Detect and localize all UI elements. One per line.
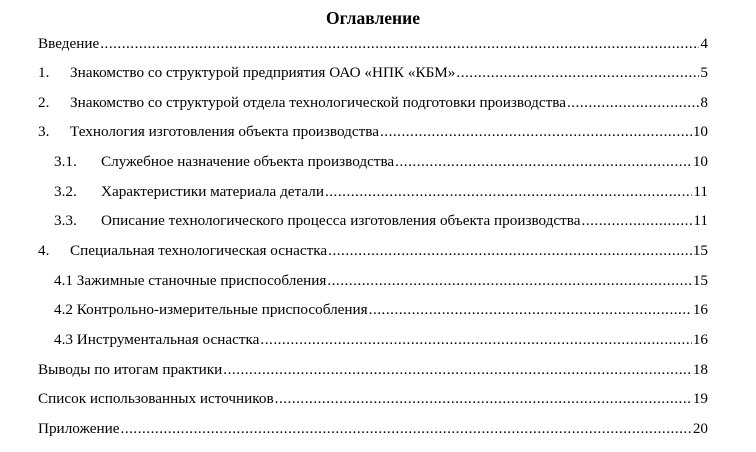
- toc-dot-leader: [100, 35, 699, 53]
- toc-dot-leader: [260, 331, 691, 349]
- toc-page-number: 5: [700, 64, 708, 81]
- toc-entry-introduction[interactable]: [38, 35, 708, 53]
- toc-page-number: 18: [692, 361, 708, 378]
- toc-entry-number: 3.: [38, 123, 50, 140]
- toc-entry-number: 2.: [38, 94, 50, 111]
- toc-page-number: 11: [693, 212, 708, 229]
- toc-dot-leader: [223, 361, 692, 379]
- toc-entry-conclusions[interactable]: [38, 361, 708, 379]
- toc-page-number: 10: [692, 153, 708, 170]
- toc-entry-4[interactable]: [38, 242, 708, 260]
- toc-page-number: 8: [700, 94, 708, 111]
- toc-entry-label: Описание технологического процесса изготовления объекта производства: [101, 212, 581, 229]
- toc-entry-3-3[interactable]: [54, 212, 708, 230]
- toc-entry-label: Служебное назначение объекта производства: [101, 153, 395, 170]
- toc-entry-3-1[interactable]: [54, 153, 708, 171]
- toc-dot-leader: [369, 301, 692, 319]
- toc-page-number: 10: [692, 123, 708, 140]
- table-of-contents: [38, 6, 708, 437]
- toc-entry-label: Характеристики материала детали: [101, 183, 324, 200]
- toc-entry-label: Введение: [38, 35, 100, 52]
- toc-entry-label: Знакомство со структурой предприятия ОАО «НПК «КБМ»: [70, 64, 456, 81]
- toc-entry-3[interactable]: [38, 123, 708, 141]
- toc-entry-number: 4.: [38, 242, 50, 259]
- toc-dot-leader: [325, 183, 692, 201]
- toc-entry-label: 4.1 Зажимные станочные приспособления: [54, 272, 327, 289]
- toc-entry-number: 1.: [38, 64, 50, 81]
- toc-entry-label: Список использованных источников: [38, 390, 274, 407]
- toc-page-number: 16: [692, 301, 708, 318]
- toc-entry-appendix[interactable]: [38, 420, 708, 438]
- toc-title: Оглавление: [326, 8, 420, 28]
- toc-page-number: 11: [693, 183, 708, 200]
- toc-dot-leader: [275, 390, 692, 408]
- toc-entry-2[interactable]: [38, 94, 708, 112]
- toc-entry-label: 4.3 Инструментальная оснастка: [54, 331, 260, 348]
- toc-entry-label: 4.2 Контрольно-измерительные приспособления: [54, 301, 368, 318]
- toc-entry-label: Приложение: [38, 420, 120, 437]
- toc-dot-leader: [380, 123, 692, 141]
- toc-entry-number: 3.2.: [54, 183, 77, 200]
- toc-entry-4-3[interactable]: [54, 331, 708, 349]
- toc-entry-4-2[interactable]: [54, 301, 708, 319]
- toc-dot-leader: [567, 94, 699, 112]
- toc-page-number: 16: [692, 331, 708, 348]
- toc-entry-4-1[interactable]: [54, 272, 708, 290]
- toc-page-number: 19: [692, 390, 708, 407]
- toc-entry-number: 3.3.: [54, 212, 77, 229]
- toc-entry-references[interactable]: [38, 390, 708, 408]
- toc-entry-label: Специальная технологическая оснастка: [70, 242, 328, 259]
- toc-page-number: 4: [700, 35, 708, 52]
- toc-entry-label: Знакомство со структурой отдела технологической подготовки производства: [70, 94, 566, 111]
- toc-dot-leader: [327, 272, 692, 290]
- toc-page-number: 15: [692, 242, 708, 259]
- toc-entry-1[interactable]: [38, 64, 708, 82]
- toc-page-number: 20: [692, 420, 708, 437]
- toc-entry-label: Технология изготовления объекта производства: [70, 123, 379, 140]
- toc-entry-label: Выводы по итогам практики: [38, 361, 223, 378]
- toc-entry-3-2[interactable]: [54, 183, 708, 201]
- toc-dot-leader: [456, 64, 699, 82]
- toc-dot-leader: [395, 153, 692, 171]
- toc-page-number: 15: [692, 272, 708, 289]
- toc-entry-number: 3.1.: [54, 153, 77, 170]
- toc-dot-leader: [582, 212, 693, 230]
- toc-dot-leader: [121, 420, 692, 438]
- toc-dot-leader: [328, 242, 692, 260]
